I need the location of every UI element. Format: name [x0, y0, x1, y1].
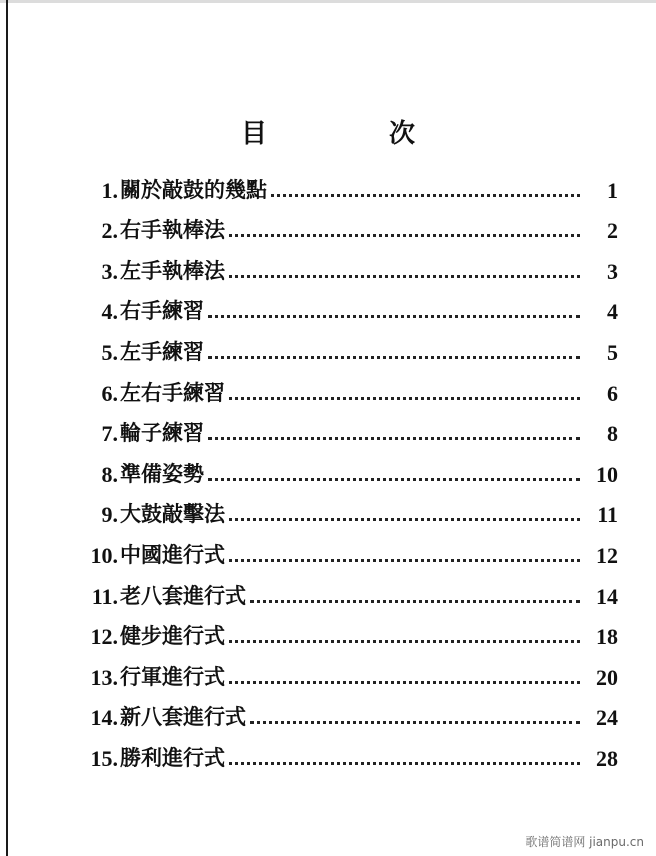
entry-number: 10. — [90, 542, 118, 568]
entry-number: 14. — [90, 705, 118, 731]
dot-leader — [208, 356, 580, 359]
toc-entry[interactable] — [78, 488, 618, 529]
toc-entry[interactable] — [78, 366, 618, 407]
entry-title: 右手練習 — [120, 298, 204, 324]
dot-leader — [208, 478, 580, 481]
dot-leader — [229, 681, 580, 684]
dot-leader — [229, 640, 580, 643]
entry-page-number: 18 — [596, 624, 618, 650]
entry-title: 關於敲鼓的幾點 — [120, 176, 267, 202]
toc-entry[interactable] — [78, 204, 618, 245]
entry-number: 5. — [101, 339, 118, 365]
entry-number: 12. — [90, 624, 118, 650]
dot-leader — [229, 234, 580, 237]
table-of-contents — [78, 163, 618, 772]
entry-page-number: 6 — [607, 380, 618, 406]
entry-page-number: 1 — [607, 177, 618, 203]
entry-title: 準備姿勢 — [120, 460, 204, 486]
entry-page-number: 4 — [607, 299, 618, 325]
dot-leader — [229, 518, 580, 521]
dot-leader — [229, 559, 580, 562]
entry-title: 左右手練習 — [120, 379, 225, 405]
entry-number: 8. — [101, 461, 118, 487]
toc-entry[interactable] — [78, 447, 618, 488]
entry-title: 右手執棒法 — [120, 217, 225, 243]
scan-top-edge — [0, 0, 656, 3]
entry-title: 左手練習 — [120, 338, 204, 364]
entry-page-number: 2 — [607, 218, 618, 244]
entry-number: 6. — [101, 380, 118, 406]
entry-title: 老八套進行式 — [120, 582, 246, 608]
entry-number: 11. — [91, 583, 118, 609]
dot-leader — [250, 600, 580, 603]
entry-number: 9. — [101, 502, 118, 528]
toc-entry[interactable] — [78, 528, 618, 569]
entry-page-number: 3 — [607, 258, 618, 284]
dot-leader — [229, 275, 580, 278]
entry-title: 中國進行式 — [120, 541, 225, 567]
entry-number: 13. — [90, 664, 118, 690]
dot-leader — [229, 762, 580, 765]
dot-leader — [250, 721, 580, 724]
toc-entry[interactable] — [78, 650, 618, 691]
entry-page-number: 14 — [596, 583, 618, 609]
toc-entry[interactable] — [78, 407, 618, 448]
entry-title: 勝利進行式 — [120, 744, 225, 770]
toc-entry[interactable] — [78, 163, 618, 204]
dot-leader — [229, 397, 580, 400]
entry-number: 4. — [101, 299, 118, 325]
dot-leader — [208, 315, 580, 318]
toc-entry[interactable] — [78, 285, 618, 326]
dot-leader — [271, 194, 580, 197]
entry-title: 大鼓敲擊法 — [120, 501, 225, 527]
toc-entry[interactable] — [78, 691, 618, 732]
toc-entry[interactable] — [78, 731, 618, 772]
page-title: 目 次 — [240, 119, 463, 150]
entry-number: 3. — [101, 258, 118, 284]
entry-page-number: 12 — [596, 542, 618, 568]
toc-entry[interactable] — [78, 244, 618, 285]
site-watermark: 歌谱简谱网 jianpu.cn — [525, 835, 644, 849]
entry-title: 輪子練習 — [120, 420, 204, 446]
entry-page-number: 28 — [596, 745, 618, 771]
entry-title: 行軍進行式 — [120, 663, 225, 689]
entry-title: 新八套進行式 — [120, 704, 246, 730]
entry-page-number: 10 — [596, 461, 618, 487]
entry-page-number: 20 — [596, 664, 618, 690]
toc-entry[interactable] — [78, 569, 618, 610]
entry-number: 15. — [90, 745, 118, 771]
entry-page-number: 5 — [607, 339, 618, 365]
dot-leader — [208, 437, 580, 440]
entry-number: 1. — [101, 177, 118, 203]
entry-title: 左手執棒法 — [120, 257, 225, 283]
toc-entry[interactable] — [78, 610, 618, 651]
entry-page-number: 11 — [597, 502, 618, 528]
entry-title: 健步進行式 — [120, 623, 225, 649]
entry-page-number: 8 — [607, 421, 618, 447]
entry-page-number: 24 — [596, 705, 618, 731]
entry-number: 7. — [101, 421, 118, 447]
toc-entry[interactable] — [78, 325, 618, 366]
entry-number: 2. — [101, 218, 118, 244]
